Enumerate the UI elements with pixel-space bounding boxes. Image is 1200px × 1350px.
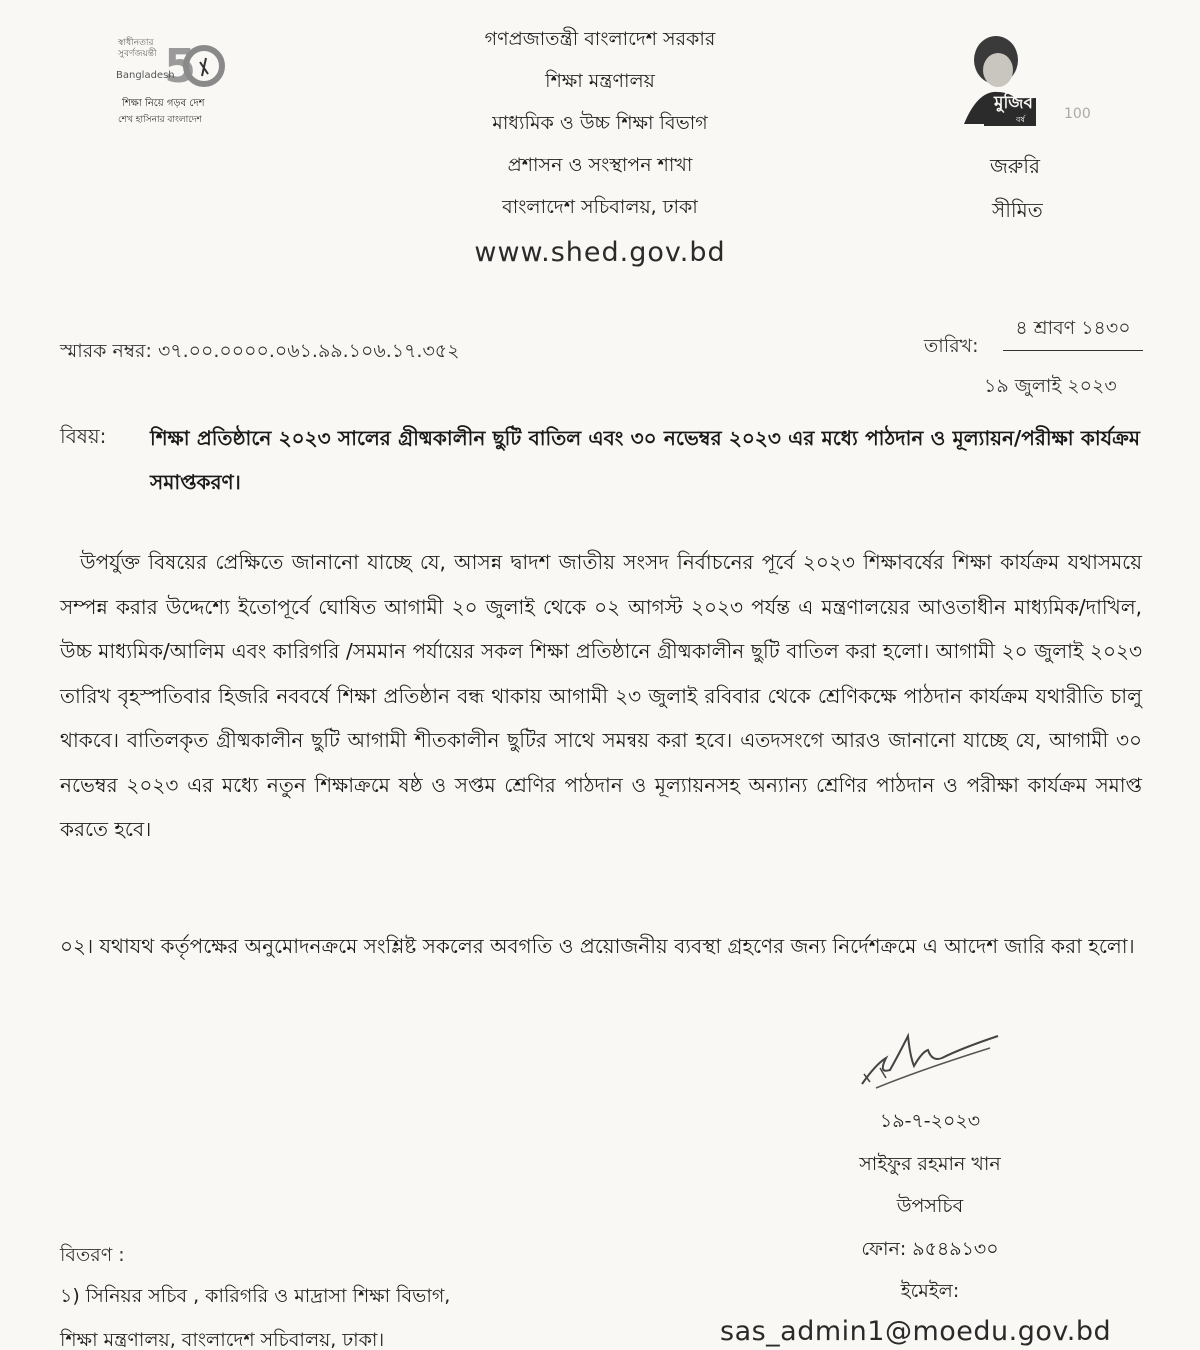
date-gregorian: ১৯ জুলাই ২০২৩: [984, 375, 1117, 397]
signature-date: ১৯-৭-২০২৩: [879, 1110, 981, 1132]
date-label: তারিখ:: [924, 335, 979, 357]
ministry-name: শিক্ষা মন্ত্রণালয়: [545, 70, 655, 92]
mujib-borsho-logo: [958, 32, 1098, 132]
signatory-block: [780, 1100, 1080, 1313]
urgent-label: জরুরি: [990, 154, 1040, 178]
logo-country-text: Bangladesh: [116, 70, 175, 81]
branch-name: প্রশাসন ও সংস্থাপন শাখা: [507, 154, 693, 176]
body-paragraph-2: ০২। যথাযথ কর্তৃপক্ষের অনুমোদনক্রমে সংশ্লিষ্ট সকলের অবগতি ও প্রয়োজনীয় ব্যবস্থা গ্রহণের জন্য নির্দেশক্রমে এ আদেশ জারি করা হলো।: [60, 934, 1135, 958]
fifty-years-icon: [158, 34, 228, 98]
website-text: www.shed.gov.bd: [474, 237, 726, 268]
distribution-title: বিতরণ :: [60, 1244, 125, 1266]
signatory-name: সাইফুর রহমান খান: [859, 1152, 1001, 1175]
signatory-designation: উপসচিব: [896, 1195, 964, 1217]
logo-tagline-secondary: শেখ হাসিনার বাংলাদেশ: [118, 115, 202, 125]
mujib-text: মুজিব: [994, 93, 1033, 113]
limited-label: সীমিত: [992, 198, 1043, 222]
date-bengali: ৪ শ্রাবণ ১৪৩০: [1003, 314, 1143, 351]
office-address: বাংলাদেশ সচিবালয়, ঢাকা: [502, 196, 698, 218]
signatory-email: sas_admin1@moedu.gov.bd: [720, 1316, 1112, 1347]
distribution-item: ১) সিনিয়র সচিব , কারিগরি ও মাদ্রাসা শিক্ষা বিভাগ,: [60, 1285, 451, 1307]
distribution-item-continued: শিক্ষা মন্ত্রণালয়, বাংলাদেশ সচিবালয়, ঢাকা।: [60, 1329, 385, 1350]
golden-jubilee-logo: [100, 30, 240, 140]
division-name: মাধ্যমিক ও উচ্চ শিক্ষা বিভাগ: [492, 112, 708, 134]
letterhead: [380, 28, 820, 268]
body-paragraph-1: উপর্যুক্ত বিষয়ের প্রেক্ষিতে জানানো যাচ্ছে যে, আসন্ন দ্বাদশ জাতীয় সংসদ নির্বাচনের পূর্বে ২০২৩ শিক্ষাবর্ষের শিক্ষা কার্যক্রম যথাসময়ে সম্পন্ন করার উদ্দেশ্যে ইতোপূর্বে ঘোষিত আগামী ২০ জুলাই থেকে ০২ আগস্ট ২০২৩ পর্যন্ত এ মন্ত্রণালয়ের আওতাধীন মাধ্যমিক/দাখিল, উচ্চ মাধ্যমিক/আলিম এবং কারিগরি /সমমান পর্যায়ের সকল শিক্ষা প্রতিষ্ঠানে গ্রীষ্মকালীন ছুটি বাতিল করা হলো। আগামী ২০ জুলাই ২০২৩ তারিখ বৃহস্পতিবার হিজরি নববর্ষে শিক্ষা প্রতিষ্ঠান বন্ধ থাকায় আগামী ২৩ জুলাই রবিবার থেকে শ্রেণিকক্ষে পাঠদান কার্যক্রম যথারীতি চালু থাকবে। বাতিলকৃত গ্রীষ্মকালীন ছুটি আগামী শীতকালীন ছুটির সাথে সমন্বয় করা হবে। এতদসংগে আরও জানানো যাচ্ছে যে, আগামী ৩০ নভেম্বর ২০২৩ এর মধ্যে নতুন শিক্ষাক্রমে ষষ্ঠ ও সপ্তম শ্রেণির পাঠদান ও মূল্যায়নসহ অন্যান্য শ্রেণির পাঠদান ও পরীক্ষা কার্যক্রম সমাপ্ত করতে হবে।: [60, 550, 1142, 841]
hundred-text: 100: [1064, 106, 1091, 122]
subject-label: বিষয়:: [60, 424, 107, 448]
handwritten-signature: [850, 1012, 1010, 1102]
borsho-text: বর্ষ: [1016, 115, 1025, 124]
subject-text: শিক্ষা প্রতিষ্ঠানে ২০২৩ সালের গ্রীষ্মকালীন ছুটি বাতিল এবং ৩০ নভেম্বর ২০২৩ এর মধ্যে পাঠদান ও মূল্যায়ন/পরীক্ষা কার্যক্রম সমাপ্তকরণ।: [150, 426, 1140, 494]
signatory-phone: ফোন: ৯৫৪৯১৩০: [861, 1237, 999, 1260]
logo-small-text: স্বাধীনতার সুবর্ণজয়ন্তী: [118, 38, 157, 59]
svg-text:5: 5: [164, 39, 197, 93]
signatory-email-label: ইমেইল:: [900, 1280, 960, 1302]
memo-number: স্মারক নম্বর: ৩৭.০০.০০০০.০৬১.৯৯.১০৬.১৭.৩৫২: [60, 340, 460, 362]
government-name: গণপ্রজাতন্ত্রী বাংলাদেশ সরকার: [484, 28, 716, 50]
logo-tagline: শিক্ষা নিয়ে গড়ব দেশ: [122, 98, 205, 109]
